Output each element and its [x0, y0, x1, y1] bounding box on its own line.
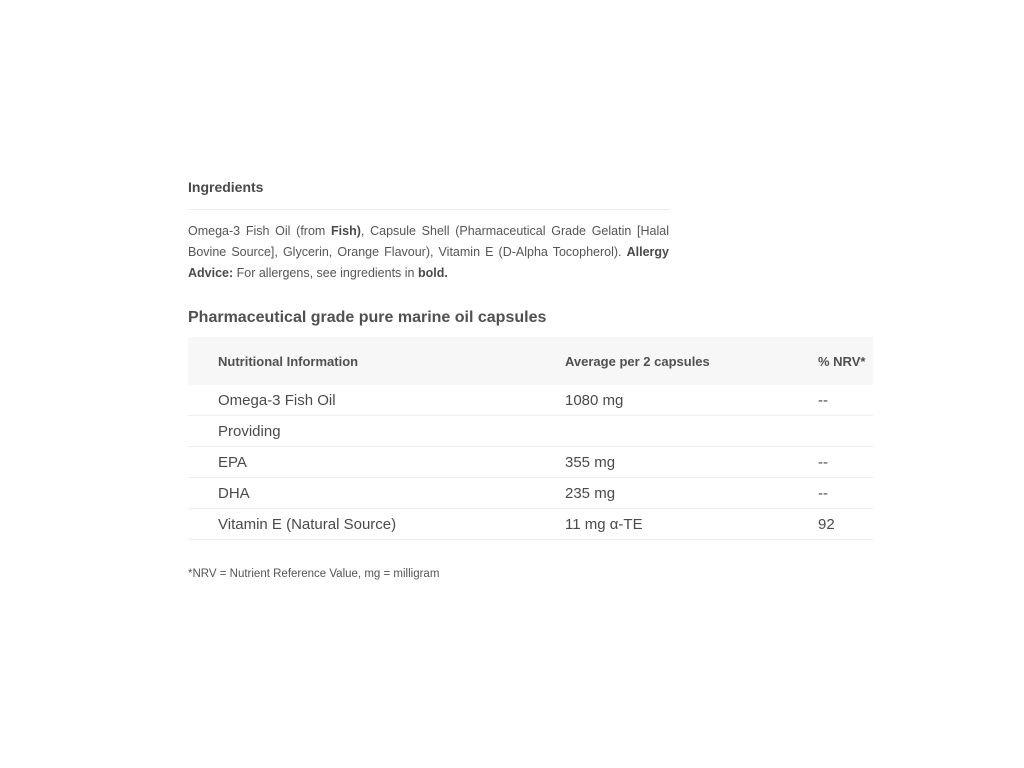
- ingredients-heading: Ingredients: [188, 176, 669, 210]
- table-cell-amount: 355 mg: [565, 447, 818, 478]
- table-cell-name: Omega-3 Fish Oil: [188, 385, 565, 416]
- table-cell-nrv: --: [818, 478, 873, 509]
- ingredients-bold-part: bold.: [417, 266, 448, 280]
- table-cell-name: DHA: [188, 478, 565, 509]
- nutrition-table: [188, 337, 873, 540]
- allergy-advice-label: Allergy Advice:: [188, 245, 669, 280]
- table-row: [188, 478, 873, 509]
- table-row: [188, 416, 873, 447]
- ingredients-text-part: Omega-3 Fish Oil (from: [188, 224, 332, 238]
- column-header-nutritional-information: Nutritional Information: [188, 337, 565, 385]
- table-cell-name: Vitamin E (Natural Source): [188, 509, 565, 540]
- table-cell-nrv: 92: [818, 509, 873, 540]
- column-header-average: Average per 2 capsules: [565, 337, 818, 385]
- table-row: [188, 385, 873, 416]
- table-cell-nrv: --: [818, 447, 873, 478]
- table-row: [188, 509, 873, 540]
- table-cell-nrv: [818, 416, 873, 447]
- footnote: *NRV = Nutrient Reference Value, mg = milligram: [188, 568, 440, 580]
- table-cell-amount: 235 mg: [565, 478, 818, 509]
- table-cell-nrv: --: [818, 385, 873, 416]
- ingredients-bold-part: Fish): [331, 224, 361, 238]
- section-title: Pharmaceutical grade pure marine oil capsules: [188, 309, 547, 326]
- table-cell-amount: [565, 416, 818, 447]
- nutrition-panel: [188, 176, 873, 580]
- ingredients-text-part: For allergens, see ingredients in: [233, 266, 418, 280]
- ingredients-text: [188, 221, 669, 284]
- table-row: [188, 447, 873, 478]
- table-cell-name: Providing: [188, 416, 565, 447]
- table-cell-amount: 1080 mg: [565, 385, 818, 416]
- ingredients-text-part: , Capsule Shell (Pharmaceutical Grade Gelatin [Halal Bovine Source], Glycerin, Orange Flavour), Vitamin E (D-Alpha Tocopherol).: [188, 224, 669, 259]
- table-cell-amount: 11 mg α-TE: [565, 509, 818, 540]
- column-header-nrv: % NRV*: [818, 337, 873, 385]
- table-cell-name: EPA: [188, 447, 565, 478]
- table-header-row: [188, 337, 873, 385]
